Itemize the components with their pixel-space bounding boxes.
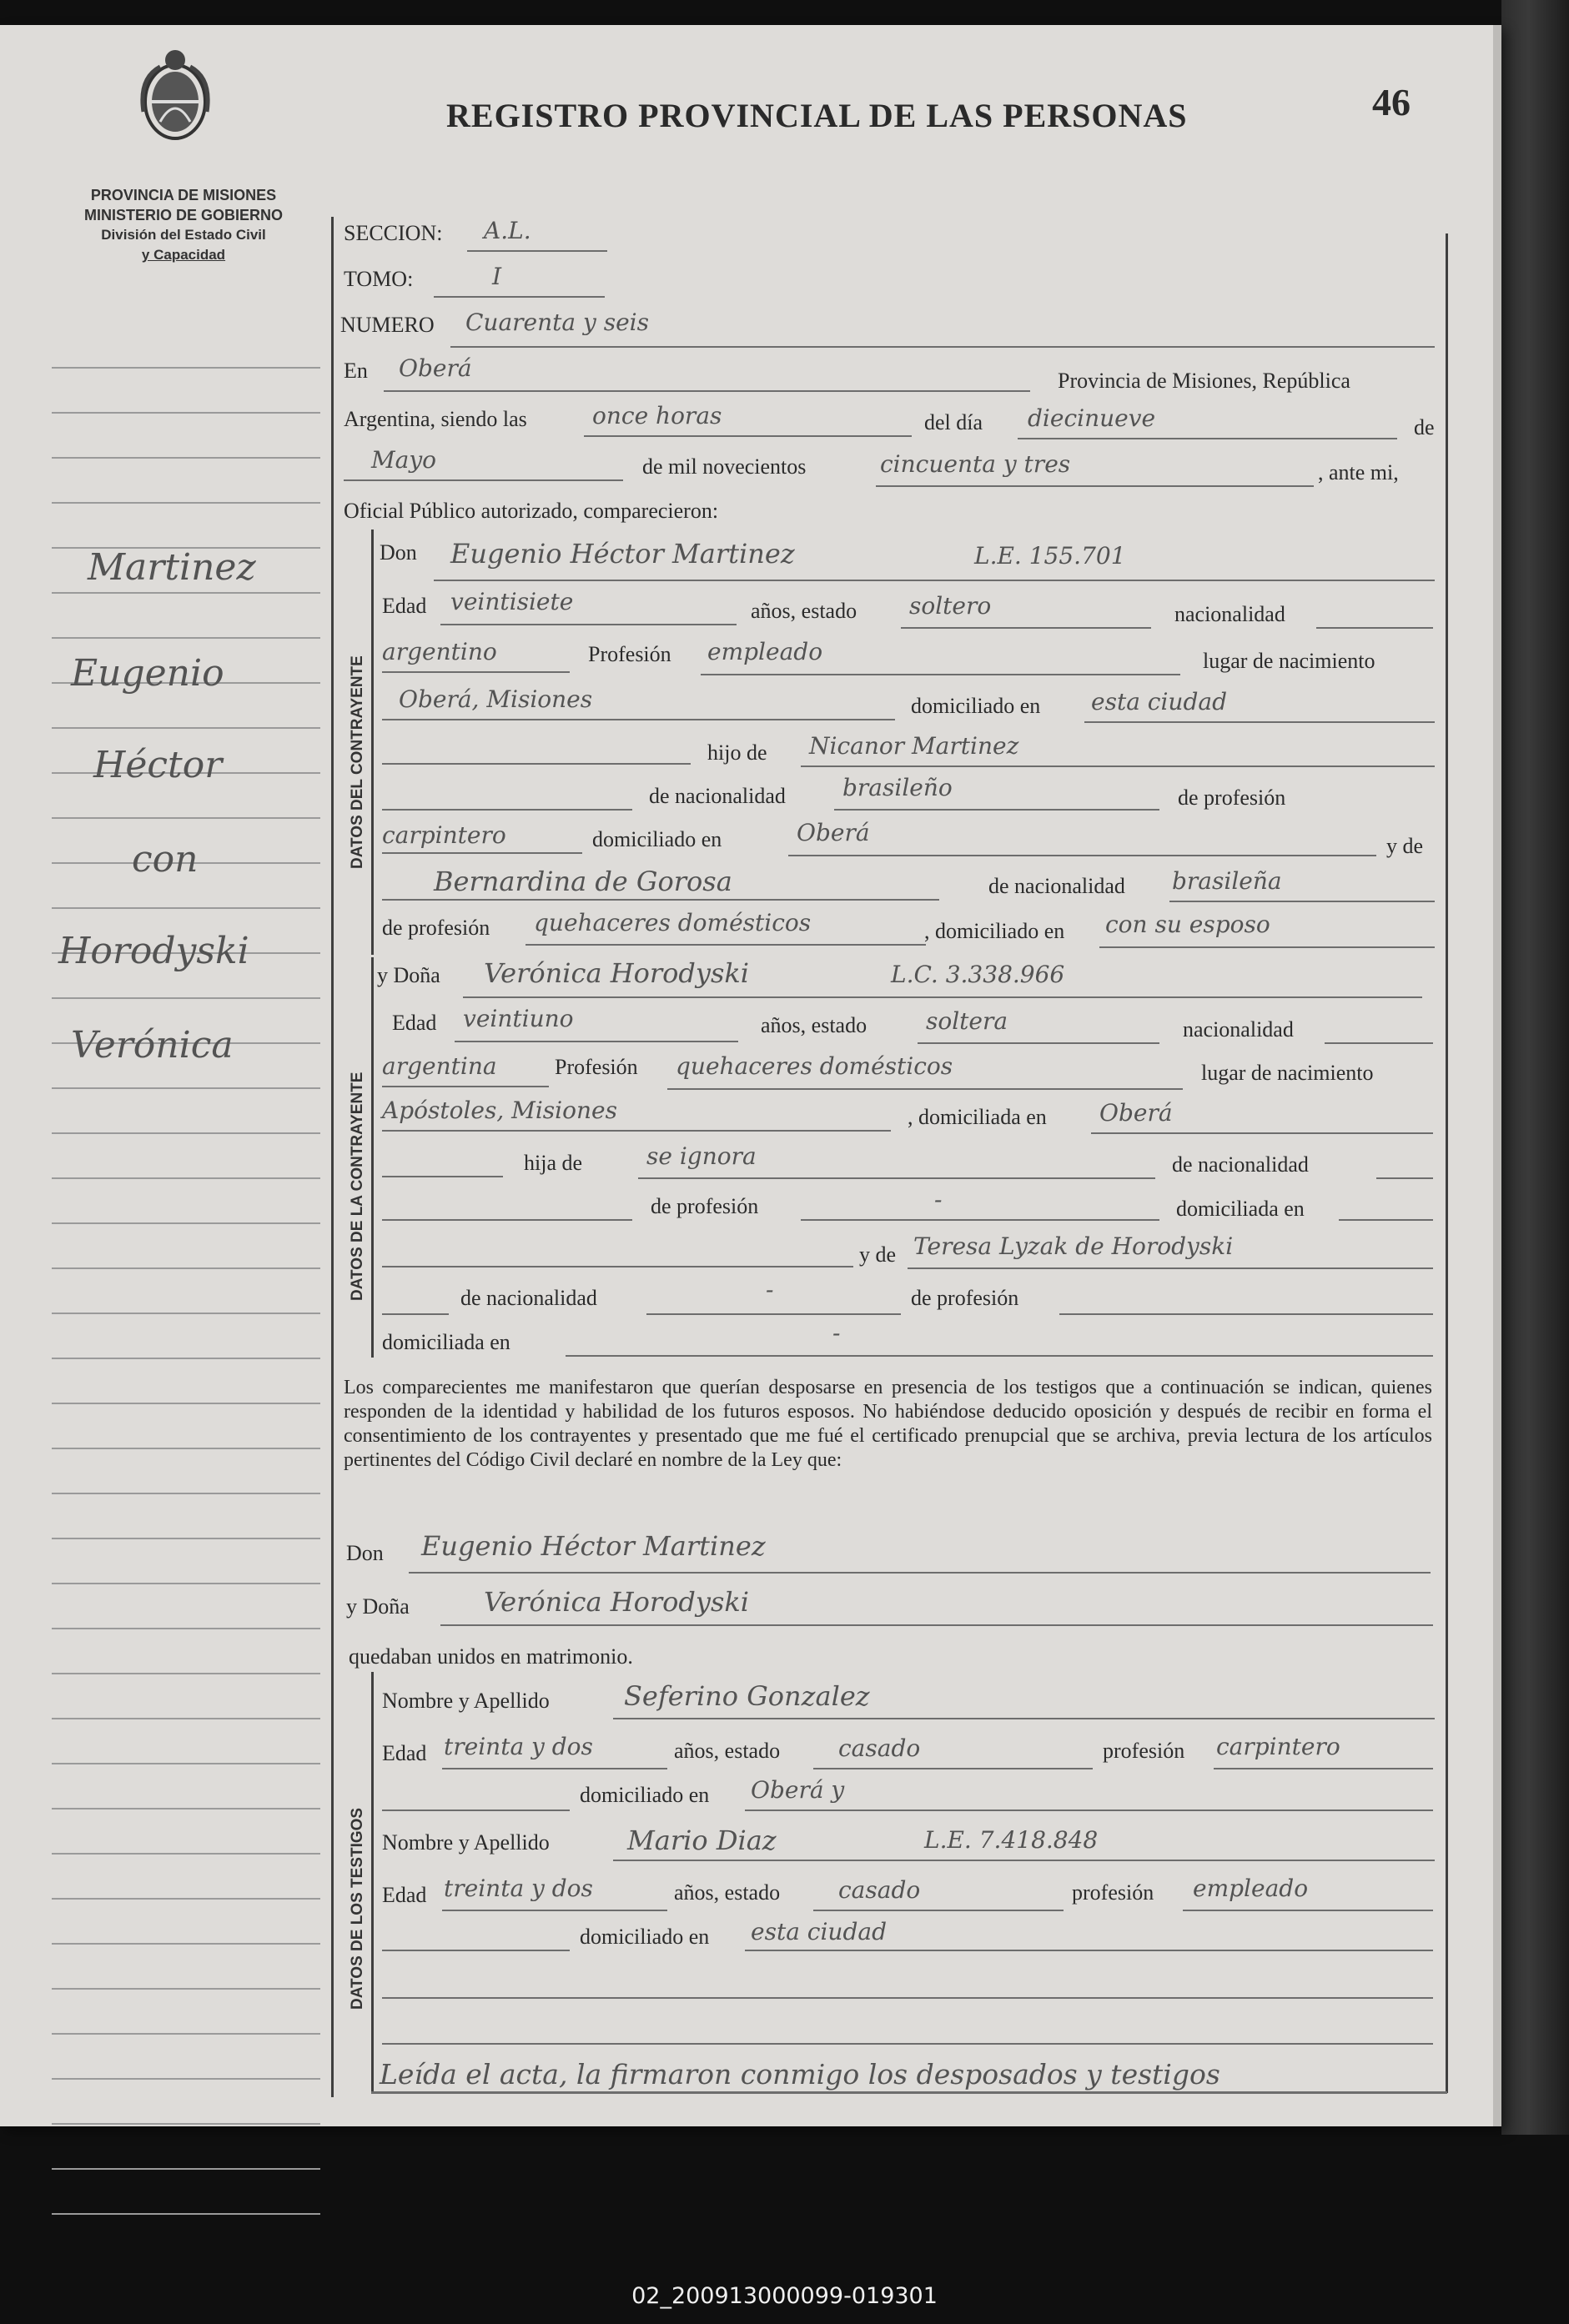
- field-underline: [1059, 1313, 1433, 1315]
- margin-rule: [52, 817, 320, 819]
- image-id-caption: 02_200913000099-019301: [631, 2283, 938, 2309]
- field-underline: [584, 435, 912, 437]
- testigo2-edad: treinta y dos: [444, 1875, 593, 1902]
- seccion-value: A.L.: [484, 217, 531, 244]
- field-underline: [745, 1950, 1433, 1951]
- agency-line: MINISTERIO DE GOBIERNO: [83, 207, 284, 223]
- contrayenta-edad: veintiuno: [463, 1005, 574, 1032]
- y-de-label: y de: [859, 1242, 897, 1267]
- field-underline: [1084, 721, 1435, 723]
- margin-rule: [52, 2033, 320, 2035]
- testigos-side-label: DATOS DE LOS TESTIGOS: [349, 1807, 366, 2010]
- declaration-paragraph: Los comparecientes me manifestaron que querían desposarse en presencia de los testigos que a continuación se indican, quienes responden de la identidad y habilidad de los futuros esposos. No habiéndose deducido oposición y después de recibir en forma el consentimiento de los contrayentes y presentado que me fué el certificado prenupcial que se archiva, previa lectura de los artículos pertinentes del Código Civil declaré en nombre de la Ley que:: [344, 1377, 1432, 1471]
- field-underline: [382, 1130, 891, 1132]
- margin-note: con: [132, 838, 199, 881]
- profesion-label: Profesión: [588, 642, 671, 666]
- field-underline: [382, 1266, 853, 1267]
- edad-label: Edad: [382, 594, 427, 618]
- testigo2-profesion: empleado: [1193, 1875, 1309, 1902]
- union-dona-label: y Doña: [346, 1594, 410, 1619]
- page-title: REGISTRO PROVINCIAL DE LAS PERSONAS: [446, 97, 1188, 134]
- margin-rule: [52, 907, 320, 909]
- field-underline: [434, 296, 605, 298]
- testigo2-estado: casado: [838, 1876, 921, 1904]
- edad-label: Edad: [392, 1011, 437, 1035]
- field-underline: [382, 1219, 632, 1221]
- margin-rule: [52, 727, 320, 729]
- contrayenta-madre-nacionalidad: -: [766, 1276, 774, 1303]
- padre-profesion-label: de profesión: [1178, 786, 1286, 810]
- contrayenta-madre-domicilio: -: [832, 1319, 841, 1347]
- contrayenta-madre: Teresa Lyzak de Horodyski: [913, 1232, 1234, 1260]
- field-underline: [667, 1088, 1183, 1090]
- coat-of-arms-icon: [135, 45, 215, 145]
- oficial-label: Oficial Público autorizado, comparecieron:: [344, 499, 719, 523]
- margin-note: Verónica: [71, 1024, 234, 1067]
- field-underline: [1091, 1132, 1433, 1134]
- field-underline: [1339, 1219, 1433, 1221]
- mes-value: Mayo: [371, 446, 437, 474]
- testigo2-nombre: Mario Diaz: [627, 1825, 777, 1856]
- hora-label: Argentina, siendo las: [344, 407, 527, 431]
- margin-rule: [52, 2078, 320, 2080]
- margin-rule: [52, 1403, 320, 1404]
- contrayente-nacionalidad: argentino: [382, 638, 497, 665]
- testigo1-edad-label: Edad: [382, 1741, 427, 1765]
- field-underline: [382, 1086, 549, 1087]
- contrayente-domicilio: esta ciudad: [1091, 688, 1227, 715]
- margin-rule: [52, 1898, 320, 1900]
- anos-estado-label: años, estado: [761, 1013, 867, 1037]
- testigo1-domicilio-label: domiciliado en: [580, 1783, 710, 1807]
- agency-line: División del Estado Civil: [101, 227, 266, 243]
- field-underline: [918, 1042, 1159, 1044]
- field-underline: [1325, 1042, 1433, 1044]
- en-value: Oberá: [399, 354, 472, 382]
- ante-mi-label: , ante mi,: [1318, 460, 1399, 484]
- madre-profesion-label: de profesión: [382, 916, 490, 940]
- margin-rule: [52, 1132, 320, 1134]
- margin-rule: [52, 1313, 320, 1314]
- margin-rule: [52, 997, 320, 999]
- field-underline: [463, 996, 1422, 998]
- agency-line: PROVINCIA DE MISIONES: [90, 187, 277, 203]
- agency-block: [42, 185, 325, 265]
- field-underline: [876, 485, 1314, 487]
- hora-value: once horas: [592, 402, 722, 429]
- testigo1-estado: casado: [838, 1734, 921, 1762]
- union-closing: quedaban unidos en matrimonio.: [349, 1644, 633, 1669]
- padre-nombre: Nicanor Martinez: [809, 732, 1019, 760]
- contrayenta-padre: se ignora: [646, 1142, 757, 1170]
- padre-domicilio: Oberá: [797, 819, 870, 846]
- field-underline: [450, 346, 1435, 348]
- field-underline: [788, 855, 1376, 856]
- contrayenta-documento: L.C. 3.338.966: [891, 961, 1065, 988]
- margin-rule: [52, 1988, 320, 1990]
- testigo1-anos-label: años, estado: [674, 1739, 781, 1763]
- testigo1-nombre: Seferino Gonzalez: [624, 1680, 870, 1712]
- union-dona: Verónica Horodyski: [484, 1586, 750, 1618]
- testigo1-profesion: carpintero: [1216, 1733, 1340, 1760]
- margin-rule: [52, 1583, 320, 1584]
- field-underline: [1099, 946, 1435, 948]
- field-underline: [382, 671, 570, 673]
- closing-note: Leída el acta, la firmaron conmigo los desposados y testigos: [380, 2058, 1220, 2091]
- margin-rule: [52, 367, 320, 369]
- testigo2-documento: L.E. 7.418.848: [924, 1826, 1099, 1854]
- contrayente-side-label: DATOS DEL CONTRAYENTE: [349, 655, 366, 869]
- margin-note: Horodyski: [58, 930, 249, 972]
- testigo1-profesion-label: profesión: [1103, 1739, 1185, 1763]
- tomo-value: I: [492, 263, 502, 290]
- margin-rule: [52, 1493, 320, 1494]
- contrayente-nombre: Eugenio Héctor Martinez: [450, 538, 795, 570]
- margin-rule: [52, 1808, 320, 1810]
- union-don-label: Don: [346, 1541, 384, 1565]
- madre-profesion: quehaceres domésticos: [534, 909, 812, 936]
- contrayente-edad: veintisiete: [450, 588, 574, 615]
- testigo1-edad: treinta y dos: [444, 1733, 593, 1760]
- field-underline: [908, 1267, 1433, 1269]
- field-underline: [901, 627, 1151, 629]
- margin-rule: [52, 457, 320, 459]
- field-underline: [382, 1810, 570, 1811]
- field-underline: [813, 1768, 1093, 1769]
- nacionalidad-label: nacionalidad: [1174, 602, 1285, 626]
- field-underline: [442, 1768, 667, 1769]
- hijo-de-label: hijo de: [707, 740, 767, 765]
- padre-domicilio-label: domiciliada en: [1176, 1197, 1305, 1221]
- field-underline: [813, 1910, 1064, 1911]
- margin-rule: [52, 2213, 320, 2215]
- margin-rule: [52, 2168, 320, 2170]
- contrayenta-lugar: Apóstoles, Misiones: [382, 1097, 617, 1124]
- main-frame-left: [331, 217, 334, 2097]
- provincia-label: Provincia de Misiones, República: [1058, 369, 1350, 393]
- field-underline: [566, 1355, 1433, 1357]
- field-underline: [382, 899, 939, 901]
- field-underline: [409, 1572, 1431, 1574]
- anio-value: cincuenta y tres: [880, 450, 1071, 478]
- lugar-nacimiento-label: lugar de nacimiento: [1203, 649, 1375, 673]
- field-underline: [638, 1177, 1155, 1179]
- seccion-label: SECCION:: [344, 221, 443, 245]
- field-underline: [382, 1176, 503, 1177]
- tomo-label: TOMO:: [344, 267, 414, 291]
- margin-rule: [52, 502, 320, 504]
- y-de-label: y de: [1386, 834, 1424, 858]
- margin-rule: [52, 1177, 320, 1179]
- testigo2-domicilio-label: domiciliado en: [580, 1925, 710, 1949]
- contrayenta-estado: soltera: [926, 1007, 1008, 1035]
- field-underline: [382, 1950, 570, 1951]
- testigo2-nombre-label: Nombre y Apellido: [382, 1830, 550, 1855]
- madre-nacionalidad: brasileña: [1172, 867, 1282, 895]
- closing-rule: [371, 2091, 1447, 2094]
- nacionalidad-label: nacionalidad: [1183, 1017, 1294, 1042]
- testigo2-edad-label: Edad: [382, 1883, 427, 1907]
- field-underline: [613, 1718, 1435, 1719]
- field-underline: [646, 1313, 901, 1315]
- field-underline: [440, 1624, 1433, 1626]
- testigo2-domicilio: esta ciudad: [751, 1918, 887, 1945]
- margin-rule: [52, 2123, 320, 2125]
- testigo2-profesion-label: profesión: [1072, 1880, 1154, 1905]
- field-underline: [701, 674, 1180, 675]
- margin-rule: [52, 1628, 320, 1629]
- margin-rule: [52, 1358, 320, 1359]
- margin-rule: [52, 637, 320, 639]
- domiciliado-label: domiciliado en: [911, 694, 1041, 718]
- register-page: [0, 25, 1501, 2126]
- field-underline: [613, 1860, 1435, 1861]
- field-underline: [384, 390, 1030, 392]
- field-underline: [442, 1910, 667, 1911]
- field-underline: [382, 763, 691, 765]
- madre-nacionalidad-label: de nacionalidad: [460, 1286, 597, 1310]
- margin-rule: [52, 1267, 320, 1269]
- madre-domicilio: con su esposo: [1105, 911, 1270, 938]
- en-label: En: [344, 359, 368, 383]
- field-underline: [1018, 438, 1397, 439]
- de-label: de: [1414, 415, 1435, 439]
- madre-domicilio-label: domiciliada en: [382, 1330, 510, 1354]
- contrayenta-nacionalidad: argentina: [382, 1052, 497, 1080]
- margin-rule: [52, 1763, 320, 1764]
- field-underline: [834, 809, 1159, 811]
- padre-nacionalidad-label: de nacionalidad: [649, 784, 786, 808]
- madre-profesion-label: de profesión: [911, 1286, 1019, 1310]
- field-underline: [1183, 1910, 1433, 1911]
- field-underline: [1214, 1768, 1433, 1769]
- contrayenta-domicilio: Oberá: [1099, 1099, 1173, 1127]
- field-underline: [382, 1313, 449, 1315]
- margin-note: Eugenio: [71, 652, 224, 695]
- field-underline: [1316, 627, 1433, 629]
- don-label: Don: [380, 540, 417, 565]
- main-frame-right: [1446, 233, 1448, 2093]
- margin-rule: [52, 1087, 320, 1089]
- book-spine: [1501, 0, 1569, 2135]
- margin-rule: [52, 1673, 320, 1674]
- agency-line: y Capacidad: [141, 247, 226, 263]
- contrayente-lugar: Oberá, Misiones: [399, 685, 593, 713]
- contrayenta-profesion: quehaceres domésticos: [676, 1052, 953, 1080]
- dia-value: diecinueve: [1028, 404, 1156, 432]
- field-underline: [455, 1041, 738, 1042]
- margin-rule: [52, 1538, 320, 1539]
- field-underline: [440, 624, 737, 625]
- contrayenta-nombre: Verónica Horodyski: [484, 957, 750, 989]
- madre-domicilio-label: , domiciliado en: [924, 919, 1065, 943]
- numero-label: NUMERO: [340, 313, 435, 337]
- margin-rule: [52, 1448, 320, 1449]
- contrayenta-padre-profesion: -: [934, 1186, 943, 1213]
- domiciliada-label: , domiciliada en: [908, 1105, 1047, 1129]
- madre-nombre: Bernardina de Gorosa: [434, 866, 732, 897]
- padre-profesion-label: de profesión: [651, 1194, 759, 1218]
- testigo1-nombre-label: Nombre y Apellido: [382, 1689, 550, 1713]
- field-underline: [434, 580, 1435, 581]
- padre-domicilio-label: domiciliado en: [592, 827, 722, 851]
- field-underline: [801, 1219, 1159, 1221]
- field-underline: [801, 765, 1435, 767]
- field-underline: [382, 809, 632, 811]
- profesion-label: Profesión: [555, 1055, 638, 1079]
- dia-label: del día: [924, 410, 983, 434]
- contrayenta-side-label: DATOS DE LA CONTRAYENTE: [349, 1072, 366, 1301]
- testigo2-anos-label: años, estado: [674, 1880, 781, 1905]
- field-underline: [382, 719, 895, 720]
- field-underline: [526, 944, 926, 946]
- field-underline: [1376, 1177, 1433, 1179]
- margin-rule: [52, 1853, 320, 1855]
- margin-note: Héctor: [93, 744, 223, 786]
- padre-nacionalidad: brasileño: [842, 774, 953, 801]
- union-don: Eugenio Héctor Martinez: [421, 1530, 766, 1562]
- testigo1-domicilio: Oberá y: [751, 1776, 845, 1804]
- page-number: 46: [1372, 81, 1411, 123]
- margin-rule: [52, 1943, 320, 1945]
- anos-estado-label: años, estado: [751, 599, 857, 623]
- section-rule-contrayenta: [371, 957, 374, 1358]
- section-rule-testigos: [371, 1672, 374, 2093]
- field-underline: [382, 852, 582, 854]
- margin-note: Martinez: [88, 546, 256, 589]
- margin-rule: [52, 412, 320, 414]
- dona-label: y Doña: [377, 963, 440, 987]
- padre-nacionalidad-label: de nacionalidad: [1172, 1152, 1309, 1177]
- mil-novecientos-label: de mil novecientos: [642, 454, 807, 479]
- field-underline: [1169, 901, 1435, 902]
- field-underline: [382, 1997, 1433, 1999]
- numero-value: Cuarenta y seis: [465, 309, 649, 336]
- field-underline: [467, 250, 607, 252]
- margin-rule: [52, 1718, 320, 1719]
- lugar-nacimiento-label: lugar de nacimiento: [1201, 1061, 1374, 1085]
- margin-rule: [52, 1222, 320, 1224]
- contrayente-profesion: empleado: [707, 638, 823, 665]
- field-underline: [344, 479, 623, 481]
- padre-profesion: carpintero: [382, 821, 506, 849]
- hija-de-label: hija de: [524, 1151, 583, 1175]
- field-underline: [745, 1810, 1433, 1811]
- contrayente-documento: L.E. 155.701: [974, 542, 1126, 570]
- madre-nacionalidad-label: de nacionalidad: [988, 874, 1125, 898]
- field-underline: [382, 2043, 1433, 2045]
- section-rule-contrayente: [371, 530, 374, 955]
- contrayente-estado: soltero: [909, 592, 992, 620]
- margin-rule: [52, 592, 320, 594]
